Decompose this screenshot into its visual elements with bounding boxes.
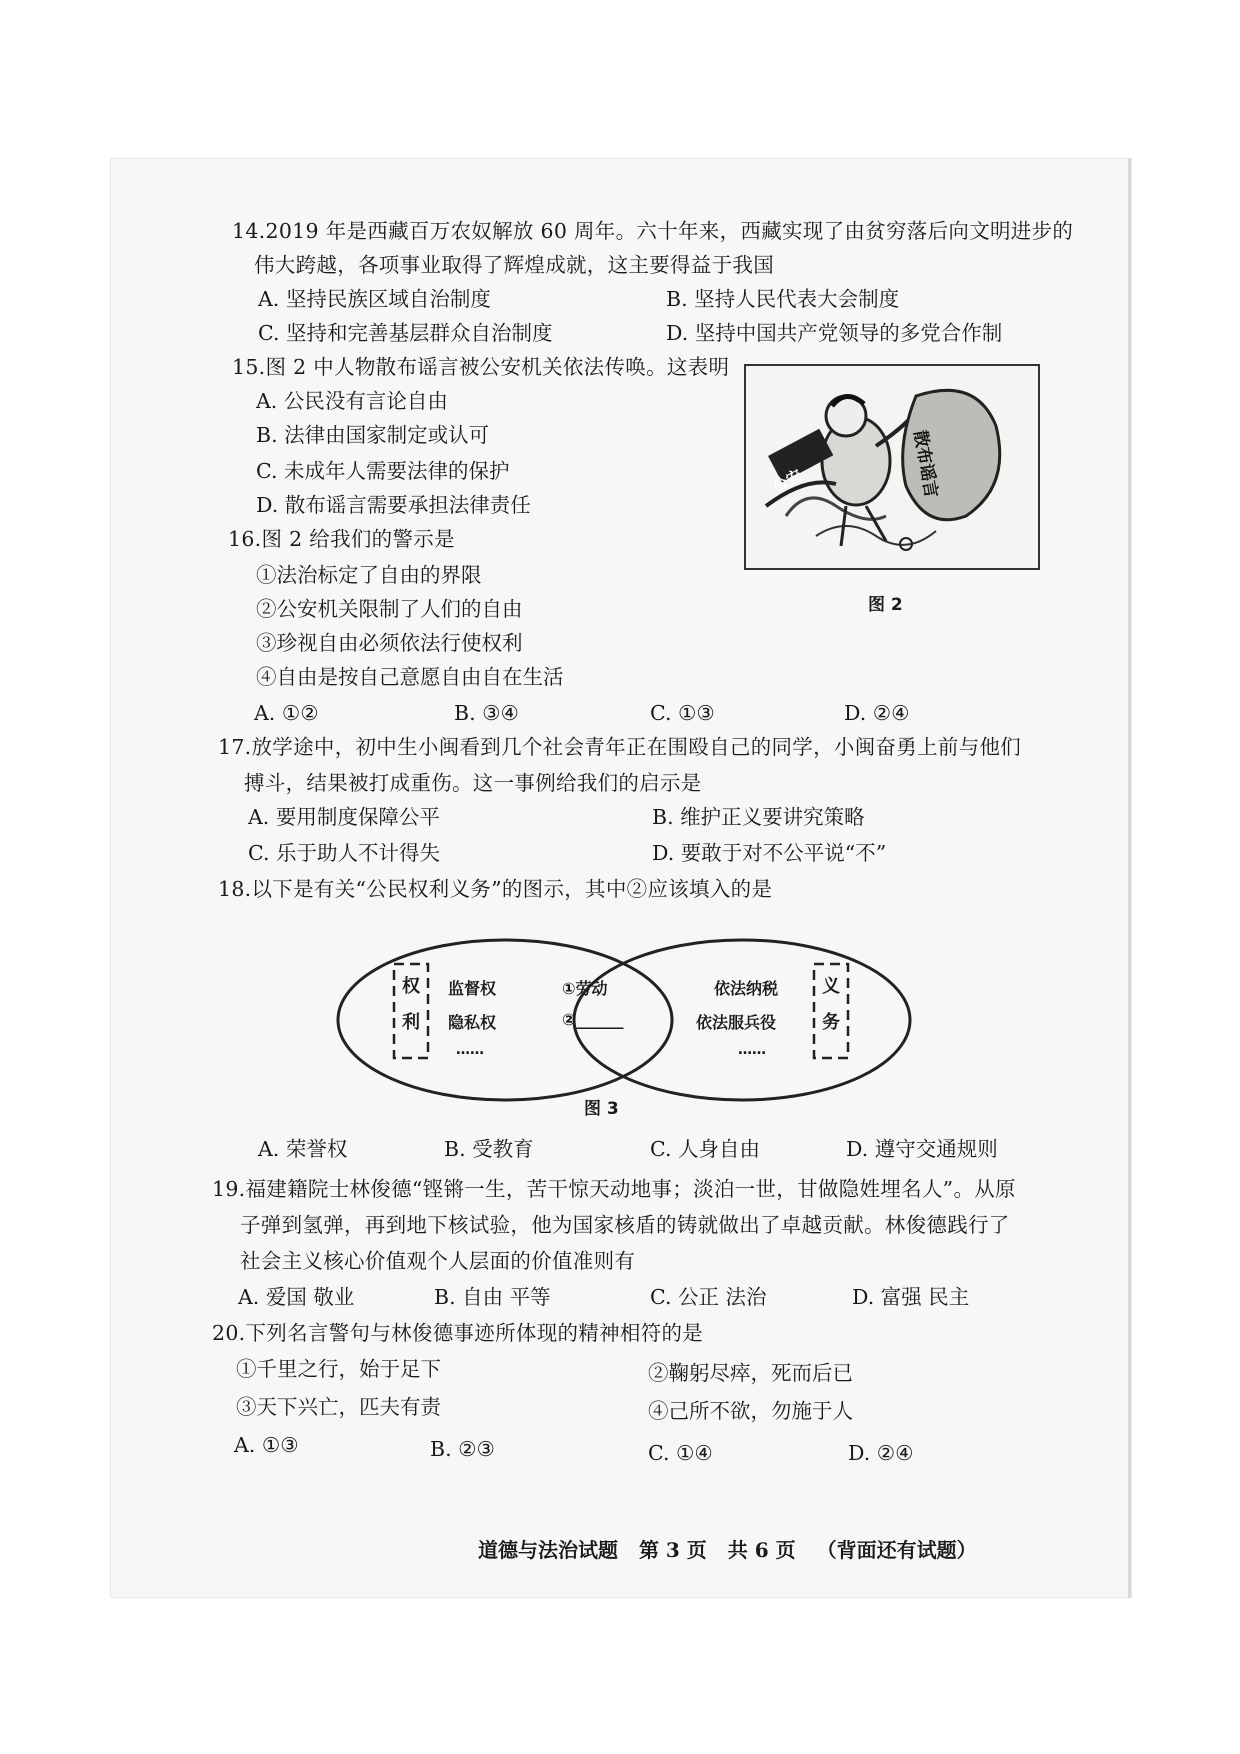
- page-footer: [478, 1534, 991, 1563]
- footer-note: （背面还有试题）: [816, 1538, 977, 1562]
- rumor-bag-label: 散布谣言: [909, 428, 941, 500]
- q16-statement-4: ④自由是按自己意愿自由自在生活: [256, 665, 564, 689]
- q20-statement-3: ③天下兴亡，匹夫有责: [236, 1395, 441, 1419]
- q19-stem-line1: 19.福建籍院士林俊德“铿锵一生，苦干惊天动地事；淡泊一世，甘做隐姓埋名人”。从原: [212, 1177, 1016, 1201]
- q16-statement-2: ②公安机关限制了人们的自由: [256, 597, 523, 621]
- q14-option-b: B. 坚持人民代表大会制度: [666, 287, 900, 311]
- q16-stem: 16.图 2 给我们的警示是: [228, 527, 455, 551]
- rights-box-char-2: 利: [402, 1012, 420, 1033]
- q16-option-b: B. ③④: [454, 701, 519, 725]
- q16-option-a: A. ①②: [254, 701, 319, 725]
- q14-option-a: A. 坚持民族区域自治制度: [258, 287, 491, 311]
- q16-statement-3: ③珍视自由必须依法行使权利: [256, 631, 523, 655]
- q19-option-c: C. 公正 法治: [650, 1285, 767, 1309]
- q17-option-d: D. 要敢于对不公平说“不”: [652, 841, 887, 865]
- duties-box-char-2: 务: [822, 1012, 840, 1033]
- q15-stem: 15.图 2 中人物散布谣言被公安机关依法传唤。这表明: [232, 355, 730, 379]
- q16-option-d: D. ②④: [844, 701, 910, 725]
- q14-stem-line2: 伟大跨越，各项事业取得了辉煌成就，这主要得益于我国: [254, 253, 774, 277]
- figure-3-venn-diagram: [330, 930, 930, 1110]
- q18-option-c: C. 人身自由: [650, 1137, 760, 1161]
- footer-total-pages: 共 6 页: [727, 1538, 796, 1562]
- q15-option-b: B. 法律由国家制定或认可: [256, 423, 490, 447]
- q15-option-c: C. 未成年人需要法律的保护: [256, 459, 510, 483]
- right-item-ellipsis: ……: [738, 1042, 766, 1058]
- q20-option-a: A. ①③: [234, 1433, 299, 1457]
- q19-stem-line3: 社会主义核心价值观个人层面的价值准则有: [240, 1249, 636, 1273]
- q17-option-a: A. 要用制度保障公平: [248, 805, 440, 829]
- q14-option-c: C. 坚持和完善基层群众自治制度: [258, 321, 553, 345]
- q14-stem-line1: 14.2019 年是西藏百万农奴解放 60 周年。六十年来，西藏实现了由贫穷落后向文明进步的: [232, 219, 1074, 243]
- left-item-supervision: 监督权: [448, 979, 497, 998]
- q19-option-a: A. 爱国 敬业: [238, 1285, 355, 1309]
- q20-option-c: C. ①④: [648, 1441, 713, 1465]
- center-item-blank: ②______: [562, 1010, 624, 1029]
- rights-box-char-1: 权: [402, 976, 420, 997]
- right-item-tax: 依法纳税: [714, 979, 779, 998]
- figure-3-caption: 图 3: [584, 1099, 619, 1119]
- right-item-military: 依法服兵役: [696, 1013, 777, 1032]
- q16-option-c: C. ①③: [650, 701, 715, 725]
- footer-subject: 道德与法治试题: [478, 1538, 618, 1562]
- police-badge-label: 公安: [769, 465, 805, 496]
- q15-option-d: D. 散布谣言需要承担法律责任: [256, 493, 531, 517]
- q20-statement-1: ①千里之行，始于足下: [236, 1357, 441, 1381]
- q18-option-d: D. 遵守交通规则: [846, 1137, 998, 1161]
- q16-statement-1: ①法治标定了自由的界限: [256, 563, 482, 587]
- q17-stem-line1: 17.放学途中，初中生小闽看到几个社会青年正在围殴自己的同学，小闽奋勇上前与他们: [218, 735, 1022, 759]
- q20-statement-4: ④己所不欲，勿施于人: [648, 1399, 853, 1423]
- q18-stem: 18.以下是有关“公民权利义务”的图示，其中②应该填入的是: [218, 877, 773, 901]
- center-item-labor: ①劳动: [562, 979, 608, 998]
- q15-option-a: A. 公民没有言论自由: [256, 389, 448, 413]
- q19-option-d: D. 富强 民主: [852, 1285, 970, 1309]
- q19-option-b: B. 自由 平等: [434, 1285, 551, 1309]
- page-edge: [1128, 158, 1131, 1598]
- duties-box-char-1: 义: [822, 976, 840, 997]
- q18-option-a: A. 荣誉权: [258, 1137, 348, 1161]
- q20-option-b: B. ②③: [430, 1437, 495, 1461]
- q20-stem: 20.下列名言警句与林俊德事迹所体现的精神相符的是: [212, 1321, 704, 1345]
- footer-page-number: 第 3 页: [638, 1538, 707, 1562]
- q14-option-d: D. 坚持中国共产党领导的多党合作制: [666, 321, 1003, 345]
- left-item-ellipsis: ……: [456, 1042, 484, 1058]
- q17-option-c: C. 乐于助人不计得失: [248, 841, 440, 865]
- q17-stem-line2: 搏斗，结果被打成重伤。这一事例给我们的启示是: [244, 771, 702, 795]
- q19-stem-line2: 子弹到氢弹，再到地下核试验，他为国家核盾的铸就做出了卓越贡献。林俊德践行了: [240, 1213, 1010, 1237]
- q20-option-d: D. ②④: [848, 1441, 914, 1465]
- left-item-privacy: 隐私权: [448, 1013, 497, 1032]
- q18-option-b: B. 受教育: [444, 1137, 534, 1161]
- q17-option-b: B. 维护正义要讲究策略: [652, 805, 865, 829]
- figure-2-caption: 图 2: [868, 595, 903, 615]
- q20-statement-2: ②鞠躬尽瘁，死而后已: [648, 1361, 853, 1385]
- figure-2-cartoon: [744, 364, 1040, 570]
